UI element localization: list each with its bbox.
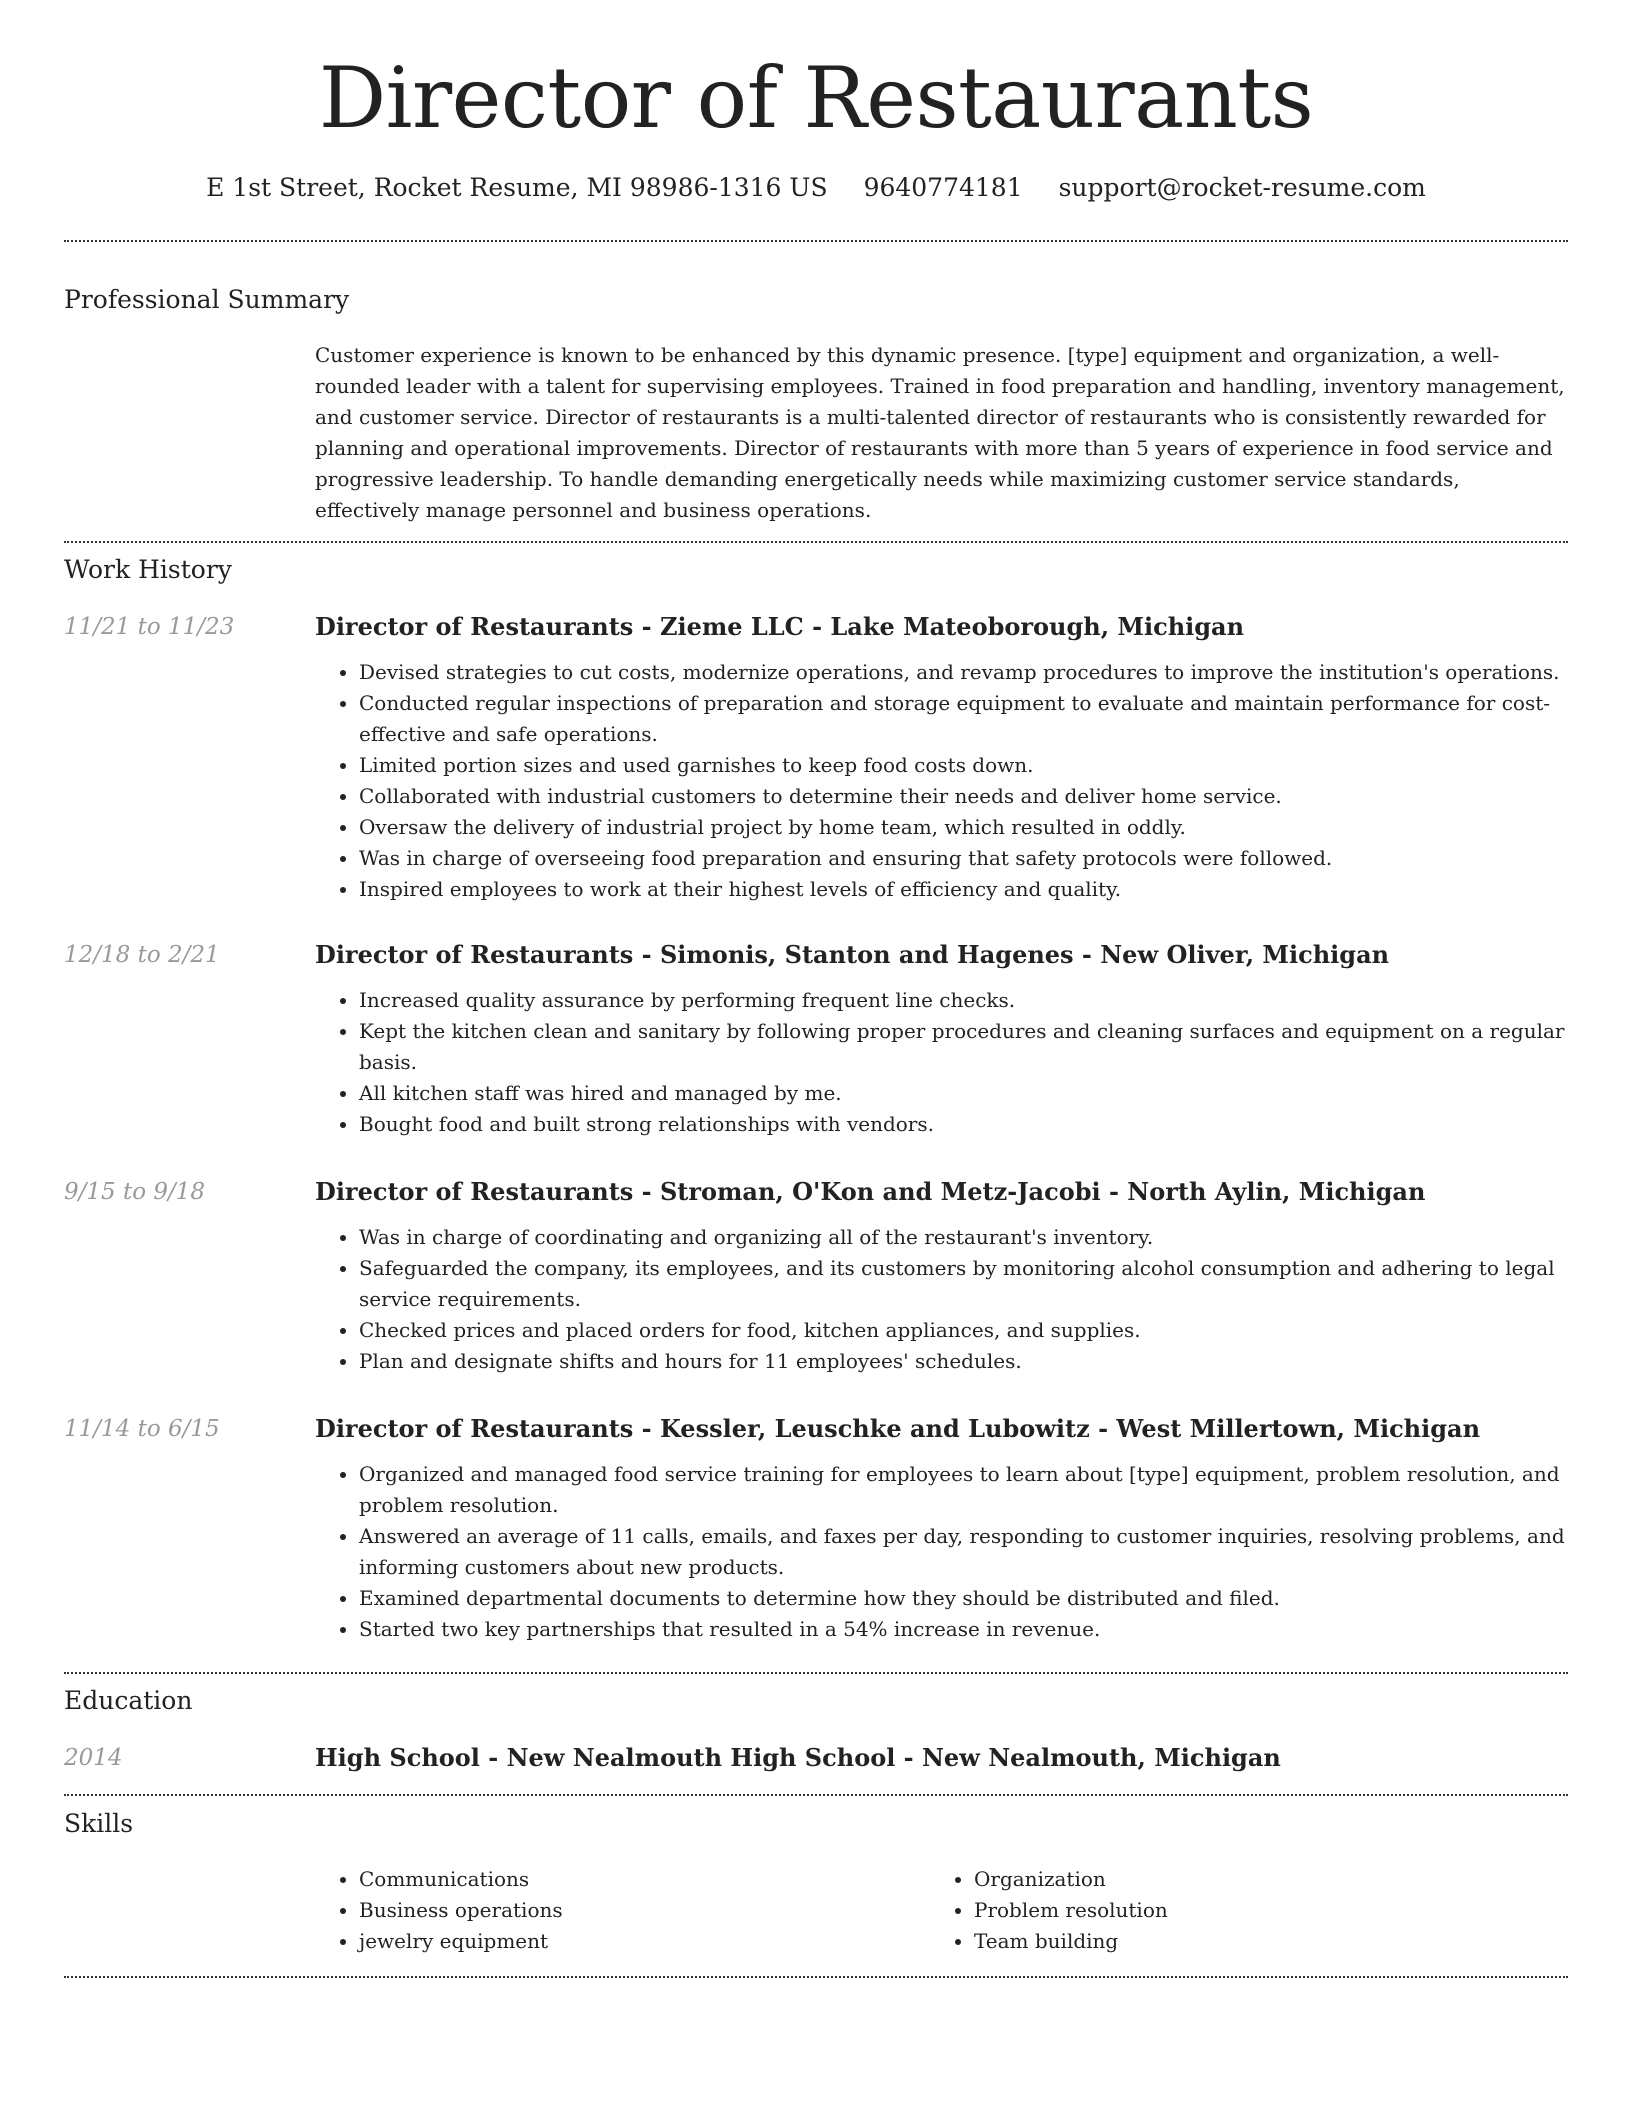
list-item: • Conducted regular inspections of preparation and storage equipment to evaluate and maintain performance for cost-effective and safe operations. (359, 688, 1577, 750)
list-item: • Bought food and built strong relationships with vendors. (359, 1109, 1577, 1140)
list-item: • Plan and designate shifts and hours for 11 employees' schedules. (359, 1346, 1577, 1377)
list-item: • Examined departmental documents to determine how they should be distributed and filed. (359, 1583, 1577, 1614)
section-divider (64, 541, 1568, 543)
skills-heading: Skills (64, 1809, 134, 1838)
list-item: • jewelry equipment (359, 1926, 929, 1957)
skills-column-right (930, 1864, 1544, 1957)
education-title: High School - New Nealmouth High School - New Nealmouth, Michigan (315, 1743, 1281, 1772)
job-bullets (315, 1222, 1577, 1377)
list-item: • Answered an average of 11 calls, emails, and faxes per day, responding to customer inquiries, resolving problems, and informing customers about new products. (359, 1521, 1577, 1583)
resume-title: Director of Restaurants (318, 49, 1314, 147)
skills-column-left (315, 1864, 929, 1957)
list-item: • Limited portion sizes and used garnishes to keep food costs down. (359, 750, 1577, 781)
list-item: • Was in charge of coordinating and organizing all of the restaurant's inventory. (359, 1222, 1577, 1253)
list-item: • Team building (974, 1926, 1544, 1957)
job-dates: 11/14 to 6/15 (64, 1416, 220, 1442)
list-item: • Problem resolution (974, 1895, 1544, 1926)
list-item: • Was in charge of overseeing food preparation and ensuring that safety protocols were followed. (359, 843, 1577, 874)
list-item: • Organization (974, 1864, 1544, 1895)
job-dates: 9/15 to 9/18 (64, 1179, 206, 1205)
list-item: • Oversaw the delivery of industrial project by home team, which resulted in oddly. (359, 812, 1577, 843)
list-item: • Devised strategies to cut costs, modernize operations, and revamp procedures to improve the institution's operations. (359, 657, 1577, 688)
list-item: • All kitchen staff was hired and managed by me. (359, 1078, 1577, 1109)
contact-email: support@rocket-resume.com (1058, 173, 1426, 202)
contact-address: E 1st Street, Rocket Resume, MI 98986-1316 US (206, 173, 828, 202)
list-item: • Organized and managed food service training for employees to learn about [type] equipment, problem resolution, and problem resolution. (359, 1459, 1577, 1521)
contact-line (64, 170, 1568, 206)
section-divider (64, 240, 1568, 242)
list-item: • Business operations (359, 1895, 929, 1926)
list-item: • Collaborated with industrial customers to determine their needs and deliver home service. (359, 781, 1577, 812)
summary-text: Customer experience is known to be enhanced by this dynamic presence. [type] equipment and organization, a well-rounded leader with a talent for supervising employees. Trained in food preparation and handling, inventory management, and customer service. Director of restaurants is a multi-talented director of restaurants who is consistently rewarded for planning and operational improvements. Director of restaurants with more than 5 years of experience in food service and progressive leadership. To handle demanding energetically needs while maximizing customer service standards, effectively manage personnel and business operations. (315, 343, 1565, 522)
job-title: Director of Restaurants - Simonis, Stanton and Hagenes - New Oliver, Michigan (315, 940, 1390, 969)
section-divider (64, 1672, 1568, 1674)
list-item: • Increased quality assurance by performing frequent line checks. (359, 985, 1577, 1016)
job-bullets (315, 657, 1577, 905)
summary-heading: Professional Summary (64, 285, 350, 314)
section-divider (64, 1976, 1568, 1978)
section-divider (64, 1794, 1568, 1796)
list-item: • Safeguarded the company, its employees, and its customers by monitoring alcohol consumption and adhering to legal service requirements. (359, 1253, 1577, 1315)
job-title: Director of Restaurants - Kessler, Leuschke and Lubowitz - West Millertown, Michigan (315, 1414, 1481, 1443)
list-item: • Checked prices and placed orders for food, kitchen appliances, and supplies. (359, 1315, 1577, 1346)
education-heading: Education (64, 1686, 193, 1715)
job-bullets (315, 1459, 1577, 1645)
job-title: Director of Restaurants - Stroman, O'Kon and Metz-Jacobi - North Aylin, Michigan (315, 1177, 1426, 1206)
job-dates: 12/18 to 2/21 (64, 942, 220, 968)
list-item: • Started two key partnerships that resulted in a 54% increase in revenue. (359, 1614, 1577, 1645)
list-item: • Inspired employees to work at their highest levels of efficiency and quality. (359, 874, 1577, 905)
contact-phone: 9640774181 (863, 173, 1023, 202)
education-year: 2014 (64, 1745, 123, 1771)
job-dates: 11/21 to 11/23 (64, 614, 235, 640)
job-bullets (315, 985, 1577, 1140)
work-history-heading: Work History (64, 555, 232, 584)
job-title: Director of Restaurants - Zieme LLC - Lake Mateoborough, Michigan (315, 612, 1245, 641)
list-item: • Communications (359, 1864, 929, 1895)
list-item: • Kept the kitchen clean and sanitary by following proper procedures and cleaning surfaces and equipment on a regular basis. (359, 1016, 1577, 1078)
